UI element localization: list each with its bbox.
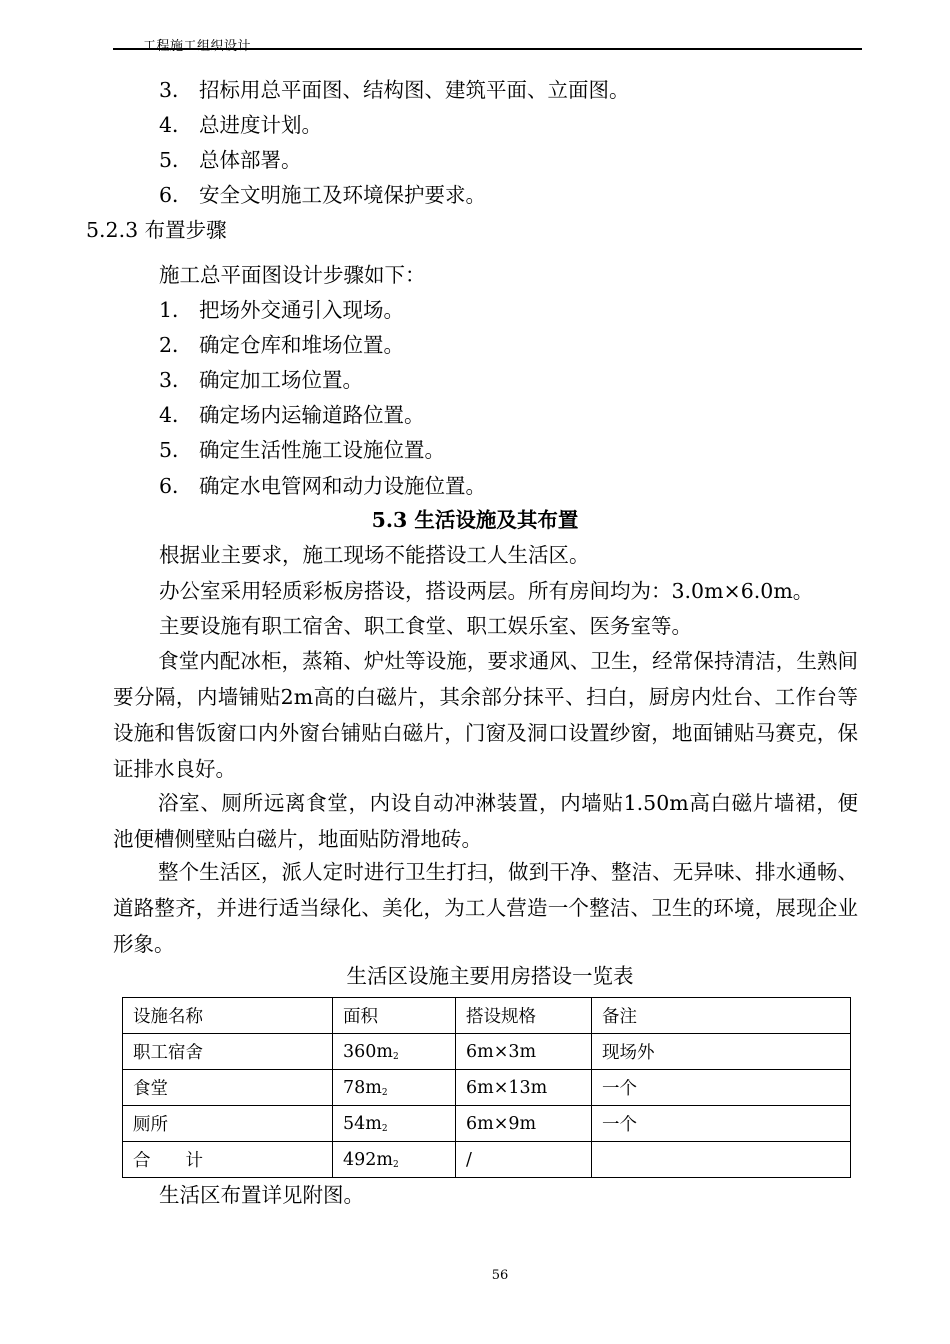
list-item [159,366,363,394]
table-header-cell: 面积 [333,998,456,1034]
body-line: 主要设施有职工宿舍、职工食堂、职工娱乐室、医务室等。 [159,614,692,638]
list-item [159,296,404,324]
area-value: 78 [343,1077,366,1098]
area-unit: m [365,1077,382,1098]
list-item [159,76,630,104]
table-cell [333,1106,456,1142]
table-cell [592,1142,851,1178]
body-paragraph: 整个生活区，派人定时进行卫生打扫，做到干净、整洁、无异味、排水通畅、道路整齐，并进行适当绿化、美化，为工人营造一个整洁、卫生的环境，展现企业形象。 [113,860,858,956]
list-item [159,181,486,209]
table-cell: 食堂 [123,1070,333,1106]
list-text: 招标用总平面图、结构图、建筑平面、立面图。 [199,78,630,102]
area-superscript: 2 [393,1051,399,1062]
list-number: 6． [159,474,193,498]
list-number: 3． [159,78,193,102]
list-text: 确定水电管网和动力设施位置。 [199,474,486,498]
table-cell: 6m×9m [456,1106,592,1142]
header-rule [113,48,862,50]
table-header-cell: 设施名称 [123,998,333,1034]
table-row [123,1034,851,1070]
table-row [123,1070,851,1106]
table-header-row [123,998,851,1034]
closing-line: 生活区布置详见附图。 [159,1183,364,1207]
list-item [159,111,322,139]
body-line: 根据业主要求，施工现场不能搭设工人生活区。 [159,543,590,567]
list-text: 确定场内运输道路位置。 [199,403,425,427]
table-caption: 生活区设施主要用房搭设一览表 [346,964,634,988]
running-header: 工程施工组织设计 [143,39,252,54]
list-text: 确定生活性施工设施位置。 [199,438,445,462]
table-cell: 现场外 [592,1034,851,1070]
list-number: 2． [159,333,193,357]
table-row [123,1106,851,1142]
list-item [159,331,404,359]
list-number: 4． [159,113,193,137]
list-text: 确定加工场位置。 [199,368,363,392]
body-paragraph: 浴室、厕所远离食堂，内设自动冲淋装置，内墙贴1.50m高白磁片墙裙，便池便槽侧壁贴白磁片，地面贴防滑地砖。 [113,791,858,851]
list-number: 5． [159,148,193,172]
page-number: 56 [491,1268,509,1283]
area-superscript: 2 [381,1123,388,1134]
table-cell: 一个 [592,1106,851,1142]
area-superscript: 2 [381,1087,388,1098]
table-cell [333,1034,456,1070]
table-total-row [123,1142,851,1178]
list-item [159,146,302,174]
table-cell: 合 计 [123,1142,333,1178]
body-paragraph: 食堂内配冰柜，蒸箱、炉灶等设施，要求通风、卫生，经常保持清洁，生熟间要分隔，内墙铺贴2m高的白磁片，其余部分抹平、扫白，厨房内灶台、工作台等设施和售饭窗口内外窗台铺贴白磁片，门窗及洞口设置纱窗，地面铺贴马赛克，保证排水良好。 [113,649,858,781]
area-value: 492 [343,1149,377,1170]
list-number: 5． [159,438,193,462]
area-value: 54 [343,1113,366,1134]
list-text: 把场外交通引入现场。 [199,298,404,322]
list-number: 6． [159,183,193,207]
list-number: 3． [159,368,193,392]
area-value: 360 [343,1041,377,1062]
list-number: 4． [159,403,193,427]
list-text: 总体部署。 [199,148,302,172]
list-item [159,436,445,464]
table-cell: 职工宿舍 [123,1034,333,1070]
area-unit: m [376,1041,394,1062]
table-header-cell: 搭设规格 [456,998,592,1034]
list-item [159,401,425,429]
table-cell: 厕所 [123,1106,333,1142]
table-cell: 6m×13m [456,1070,592,1106]
table-cell: / [456,1142,592,1178]
facility-table [122,997,851,1178]
table-cell: 一个 [592,1070,851,1106]
section-heading: 5.3 生活设施及其布置 [371,508,579,532]
list-text: 总进度计划。 [199,113,322,137]
table-cell [333,1142,456,1178]
steps-intro: 施工总平面图设计步骤如下： [159,263,426,287]
area-unit: m [365,1113,382,1134]
list-number: 1． [159,298,193,322]
area-superscript: 2 [393,1159,399,1170]
table-cell [333,1070,456,1106]
table-header-cell: 备注 [592,998,851,1034]
list-text: 安全文明施工及环境保护要求。 [199,183,486,207]
table-cell: 6m×3m [456,1034,592,1070]
body-line: 办公室采用轻质彩板房搭设，搭设两层。所有房间均为：3.0m×6.0m。 [159,579,814,603]
subsection-heading: 5.2.3 布置步骤 [86,218,227,242]
list-item [159,472,486,500]
area-unit: m [376,1149,394,1170]
list-text: 确定仓库和堆场位置。 [199,333,404,357]
